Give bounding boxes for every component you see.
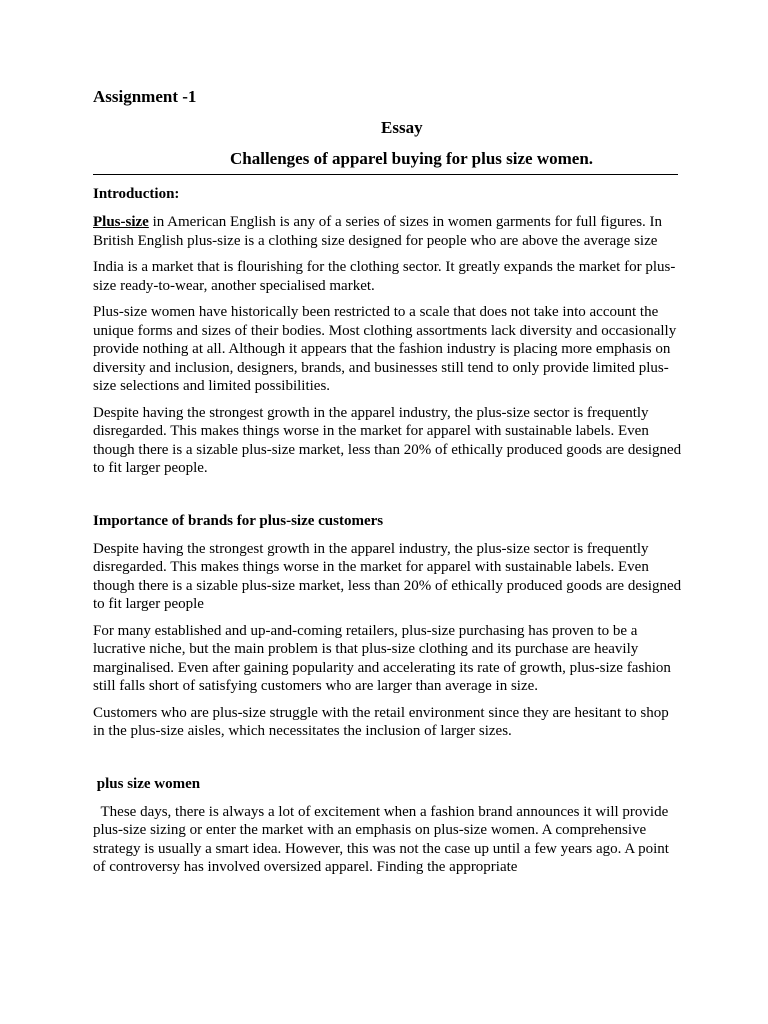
- paragraph-india-market: India is a market that is flourishing for the clothing sector. It greatly expands the market for plus-size ready-to-wear, another specialised market.: [93, 259, 676, 294]
- paragraph-growth-disregarded: Despite having the strongest growth in the apparel industry, the plus-size sector is frequently disregarded. This makes things worse in the market for apparel with sustainable labels. Even though there is a sizable plus-size market, less than 20% of ethically produced goods are designed to fit larger people.: [93, 404, 682, 476]
- assignment-label: Assignment -1: [93, 87, 197, 106]
- paragraph-historical-restriction: Plus-size women have historically been restricted to a scale that does not take into account the unique forms and sizes of their bodies. Most clothing assortments lack diversity and occasionally provide nothing at all. Although it appears that the fashion industry is placing more emphasis on diversity and inclusion, designers, brands, and businesses still tend to only provide limited plus-size selections and limited possibilities.: [93, 304, 677, 394]
- plus-size-definition-text: in American English is any of a series of sizes in women garments for full figures. In British English plus-size is a clothing size designed for people who are above the average size: [93, 214, 663, 249]
- paragraph-importance-growth: Despite having the strongest growth in the apparel industry, the plus-size sector is frequently disregarded. This makes things worse in the market for apparel with sustainable labels. Even though there is a sizable plus-size market, less than 20% of ethically produced goods are designed to fit larger people: [93, 540, 682, 612]
- essay-title: Challenges of apparel buying for plus size women.: [230, 149, 594, 168]
- plus-size-term: Plus-size: [93, 214, 149, 230]
- document-page: [93, 86, 683, 877]
- paragraph-fashion-excitement: These days, there is always a lot of excitement when a fashion brand announces it will provide plus-size sizing or enter the market with an emphasis on plus-size women. A comprehensive strategy is usually a smart idea. However, this was not the case up until a few years ago. A point of controversy has involved oversized apparel. Finding the appropriate: [93, 803, 673, 875]
- paragraph-plus-size-definition: [93, 213, 683, 250]
- introduction-heading: Introduction:: [93, 186, 180, 202]
- importance-heading: Importance of brands for plus-size customers: [93, 512, 384, 529]
- paragraph-retailers-niche: For many established and up-and-coming retailers, plus-size purchasing has proven to be a lucrative niche, but the main problem is that plus-size clothing and its purchase are heavily marginalised. Even after gaining popularity and accelerating its rate of growth, plus-size fashion still falls short of satisfying customers who are larger than average in size.: [93, 622, 671, 694]
- essay-label: Essay: [381, 118, 423, 137]
- plus-size-women-heading: plus size women: [93, 775, 201, 792]
- paragraph-retail-environment: Customers who are plus-size struggle with the retail environment since they are hesitant to shop in the plus-size aisles, which necessitates the inclusion of larger sizes.: [93, 704, 669, 739]
